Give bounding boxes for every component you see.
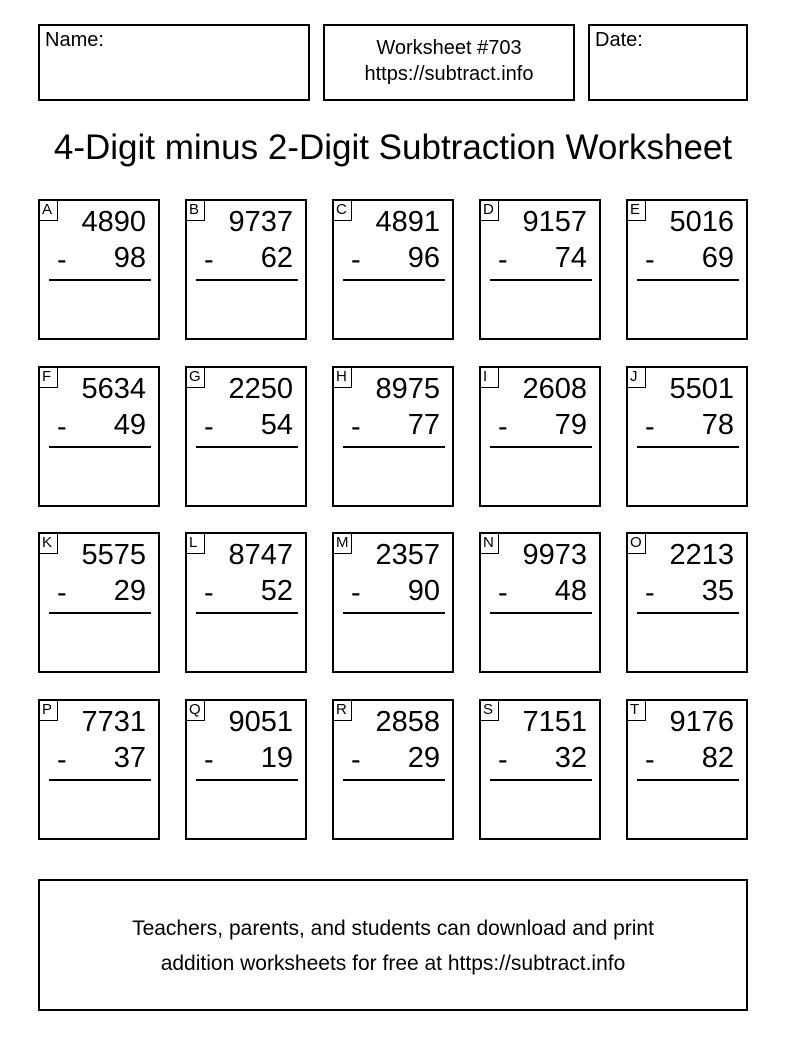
problem-letter: G	[185, 366, 205, 388]
footer-line-1: Teachers, parents, and students can download and print	[132, 917, 654, 940]
worksheet-info-box	[323, 24, 575, 101]
minus-sign: -	[645, 244, 655, 276]
minuend: 9973	[522, 539, 587, 571]
subtrahend: 74	[554, 242, 587, 274]
problem-card	[185, 699, 307, 840]
problem-letter: I	[479, 366, 499, 388]
answer-line	[343, 446, 445, 448]
subtrahend: 98	[113, 242, 146, 274]
problem-letter: B	[185, 199, 205, 221]
subtrahend: 54	[260, 409, 293, 441]
worksheet-url: https://subtract.info	[364, 63, 534, 85]
minus-sign: -	[57, 577, 67, 609]
answer-line	[490, 446, 592, 448]
answer-line	[49, 279, 151, 281]
date-label: Date:	[595, 29, 643, 51]
problem-card	[479, 199, 601, 340]
answer-line	[637, 279, 739, 281]
minus-sign: -	[498, 744, 508, 776]
answer-line	[490, 779, 592, 781]
subtrahend: 49	[113, 409, 146, 441]
minuend: 9051	[228, 706, 293, 738]
subtrahend: 19	[260, 742, 293, 774]
subtrahend: 77	[407, 409, 440, 441]
subtrahend: 52	[260, 575, 293, 607]
problem-card	[332, 699, 454, 840]
minus-sign: -	[57, 411, 67, 443]
subtrahend: 82	[701, 742, 734, 774]
problem-card	[479, 532, 601, 673]
problem-letter: A	[38, 199, 58, 221]
subtrahend: 96	[407, 242, 440, 274]
answer-line	[49, 612, 151, 614]
problem-letter: N	[479, 532, 499, 554]
minuend: 2858	[375, 706, 440, 738]
minuend: 4891	[375, 206, 440, 238]
minuend: 4890	[81, 206, 146, 238]
minus-sign: -	[204, 744, 214, 776]
problem-card	[479, 699, 601, 840]
answer-line	[49, 779, 151, 781]
page-title: 4-Digit minus 2-Digit Subtraction Worksheet	[53, 128, 733, 167]
problem-card	[332, 532, 454, 673]
subtrahend: 78	[701, 409, 734, 441]
subtrahend: 48	[554, 575, 587, 607]
minus-sign: -	[351, 744, 361, 776]
answer-line	[637, 612, 739, 614]
minuend: 2250	[228, 373, 293, 405]
answer-line	[490, 279, 592, 281]
problem-card	[626, 699, 748, 840]
minus-sign: -	[57, 744, 67, 776]
name-label: Name:	[45, 29, 104, 51]
minus-sign: -	[57, 244, 67, 276]
problem-letter: C	[332, 199, 352, 221]
minus-sign: -	[498, 577, 508, 609]
answer-line	[637, 779, 739, 781]
problem-letter: T	[626, 699, 646, 721]
problem-letter: K	[38, 532, 58, 554]
problem-card	[38, 199, 160, 340]
problem-card	[185, 199, 307, 340]
problem-card	[38, 366, 160, 507]
problem-letter: P	[38, 699, 58, 721]
problem-card	[332, 199, 454, 340]
answer-line	[343, 612, 445, 614]
minuend: 9737	[228, 206, 293, 238]
subtrahend: 35	[701, 575, 734, 607]
answer-line	[637, 446, 739, 448]
worksheet-number: Worksheet #703	[376, 37, 522, 59]
minus-sign: -	[645, 744, 655, 776]
problem-card	[38, 532, 160, 673]
name-field-box	[38, 24, 310, 101]
answer-line	[490, 612, 592, 614]
answer-line	[49, 446, 151, 448]
subtrahend: 79	[554, 409, 587, 441]
problem-letter: E	[626, 199, 646, 221]
problem-letter: O	[626, 532, 646, 554]
problem-card	[626, 532, 748, 673]
problem-card	[626, 366, 748, 507]
minuend: 5575	[81, 539, 146, 571]
minuend: 5634	[81, 373, 146, 405]
minus-sign: -	[498, 244, 508, 276]
problem-card	[185, 532, 307, 673]
answer-line	[196, 612, 298, 614]
minus-sign: -	[204, 244, 214, 276]
minus-sign: -	[204, 411, 214, 443]
problem-card	[626, 199, 748, 340]
subtrahend: 29	[407, 742, 440, 774]
problem-card	[479, 366, 601, 507]
minuend: 8747	[228, 539, 293, 571]
problem-letter: H	[332, 366, 352, 388]
date-field-box	[588, 24, 748, 101]
minuend: 7151	[522, 706, 587, 738]
minuend: 5501	[669, 373, 734, 405]
answer-line	[196, 779, 298, 781]
answer-line	[343, 279, 445, 281]
subtrahend: 29	[113, 575, 146, 607]
minuend: 8975	[375, 373, 440, 405]
problem-letter: S	[479, 699, 499, 721]
minuend: 9157	[522, 206, 587, 238]
problem-card	[38, 699, 160, 840]
footer-box	[38, 879, 748, 1011]
minus-sign: -	[498, 411, 508, 443]
answer-line	[343, 779, 445, 781]
problem-letter: M	[332, 532, 352, 554]
subtrahend: 69	[701, 242, 734, 274]
footer-line-2: addition worksheets for free at https://subtract.info	[160, 952, 626, 975]
problem-card	[185, 366, 307, 507]
minuend: 2357	[375, 539, 440, 571]
answer-line	[196, 446, 298, 448]
minus-sign: -	[645, 577, 655, 609]
minus-sign: -	[645, 411, 655, 443]
minuend: 7731	[81, 706, 146, 738]
subtrahend: 90	[407, 575, 440, 607]
subtrahend: 37	[113, 742, 146, 774]
minus-sign: -	[351, 411, 361, 443]
answer-line	[196, 279, 298, 281]
problem-letter: L	[185, 532, 205, 554]
problem-letter: J	[626, 366, 646, 388]
minuend: 9176	[669, 706, 734, 738]
minuend: 2608	[522, 373, 587, 405]
minuend: 2213	[669, 539, 734, 571]
minus-sign: -	[204, 577, 214, 609]
problem-letter: F	[38, 366, 58, 388]
minuend: 5016	[669, 206, 734, 238]
minus-sign: -	[351, 244, 361, 276]
problem-letter: R	[332, 699, 352, 721]
subtrahend: 32	[554, 742, 587, 774]
problem-letter: Q	[185, 699, 205, 721]
problem-card	[332, 366, 454, 507]
problem-letter: D	[479, 199, 499, 221]
minus-sign: -	[351, 577, 361, 609]
subtrahend: 62	[260, 242, 293, 274]
